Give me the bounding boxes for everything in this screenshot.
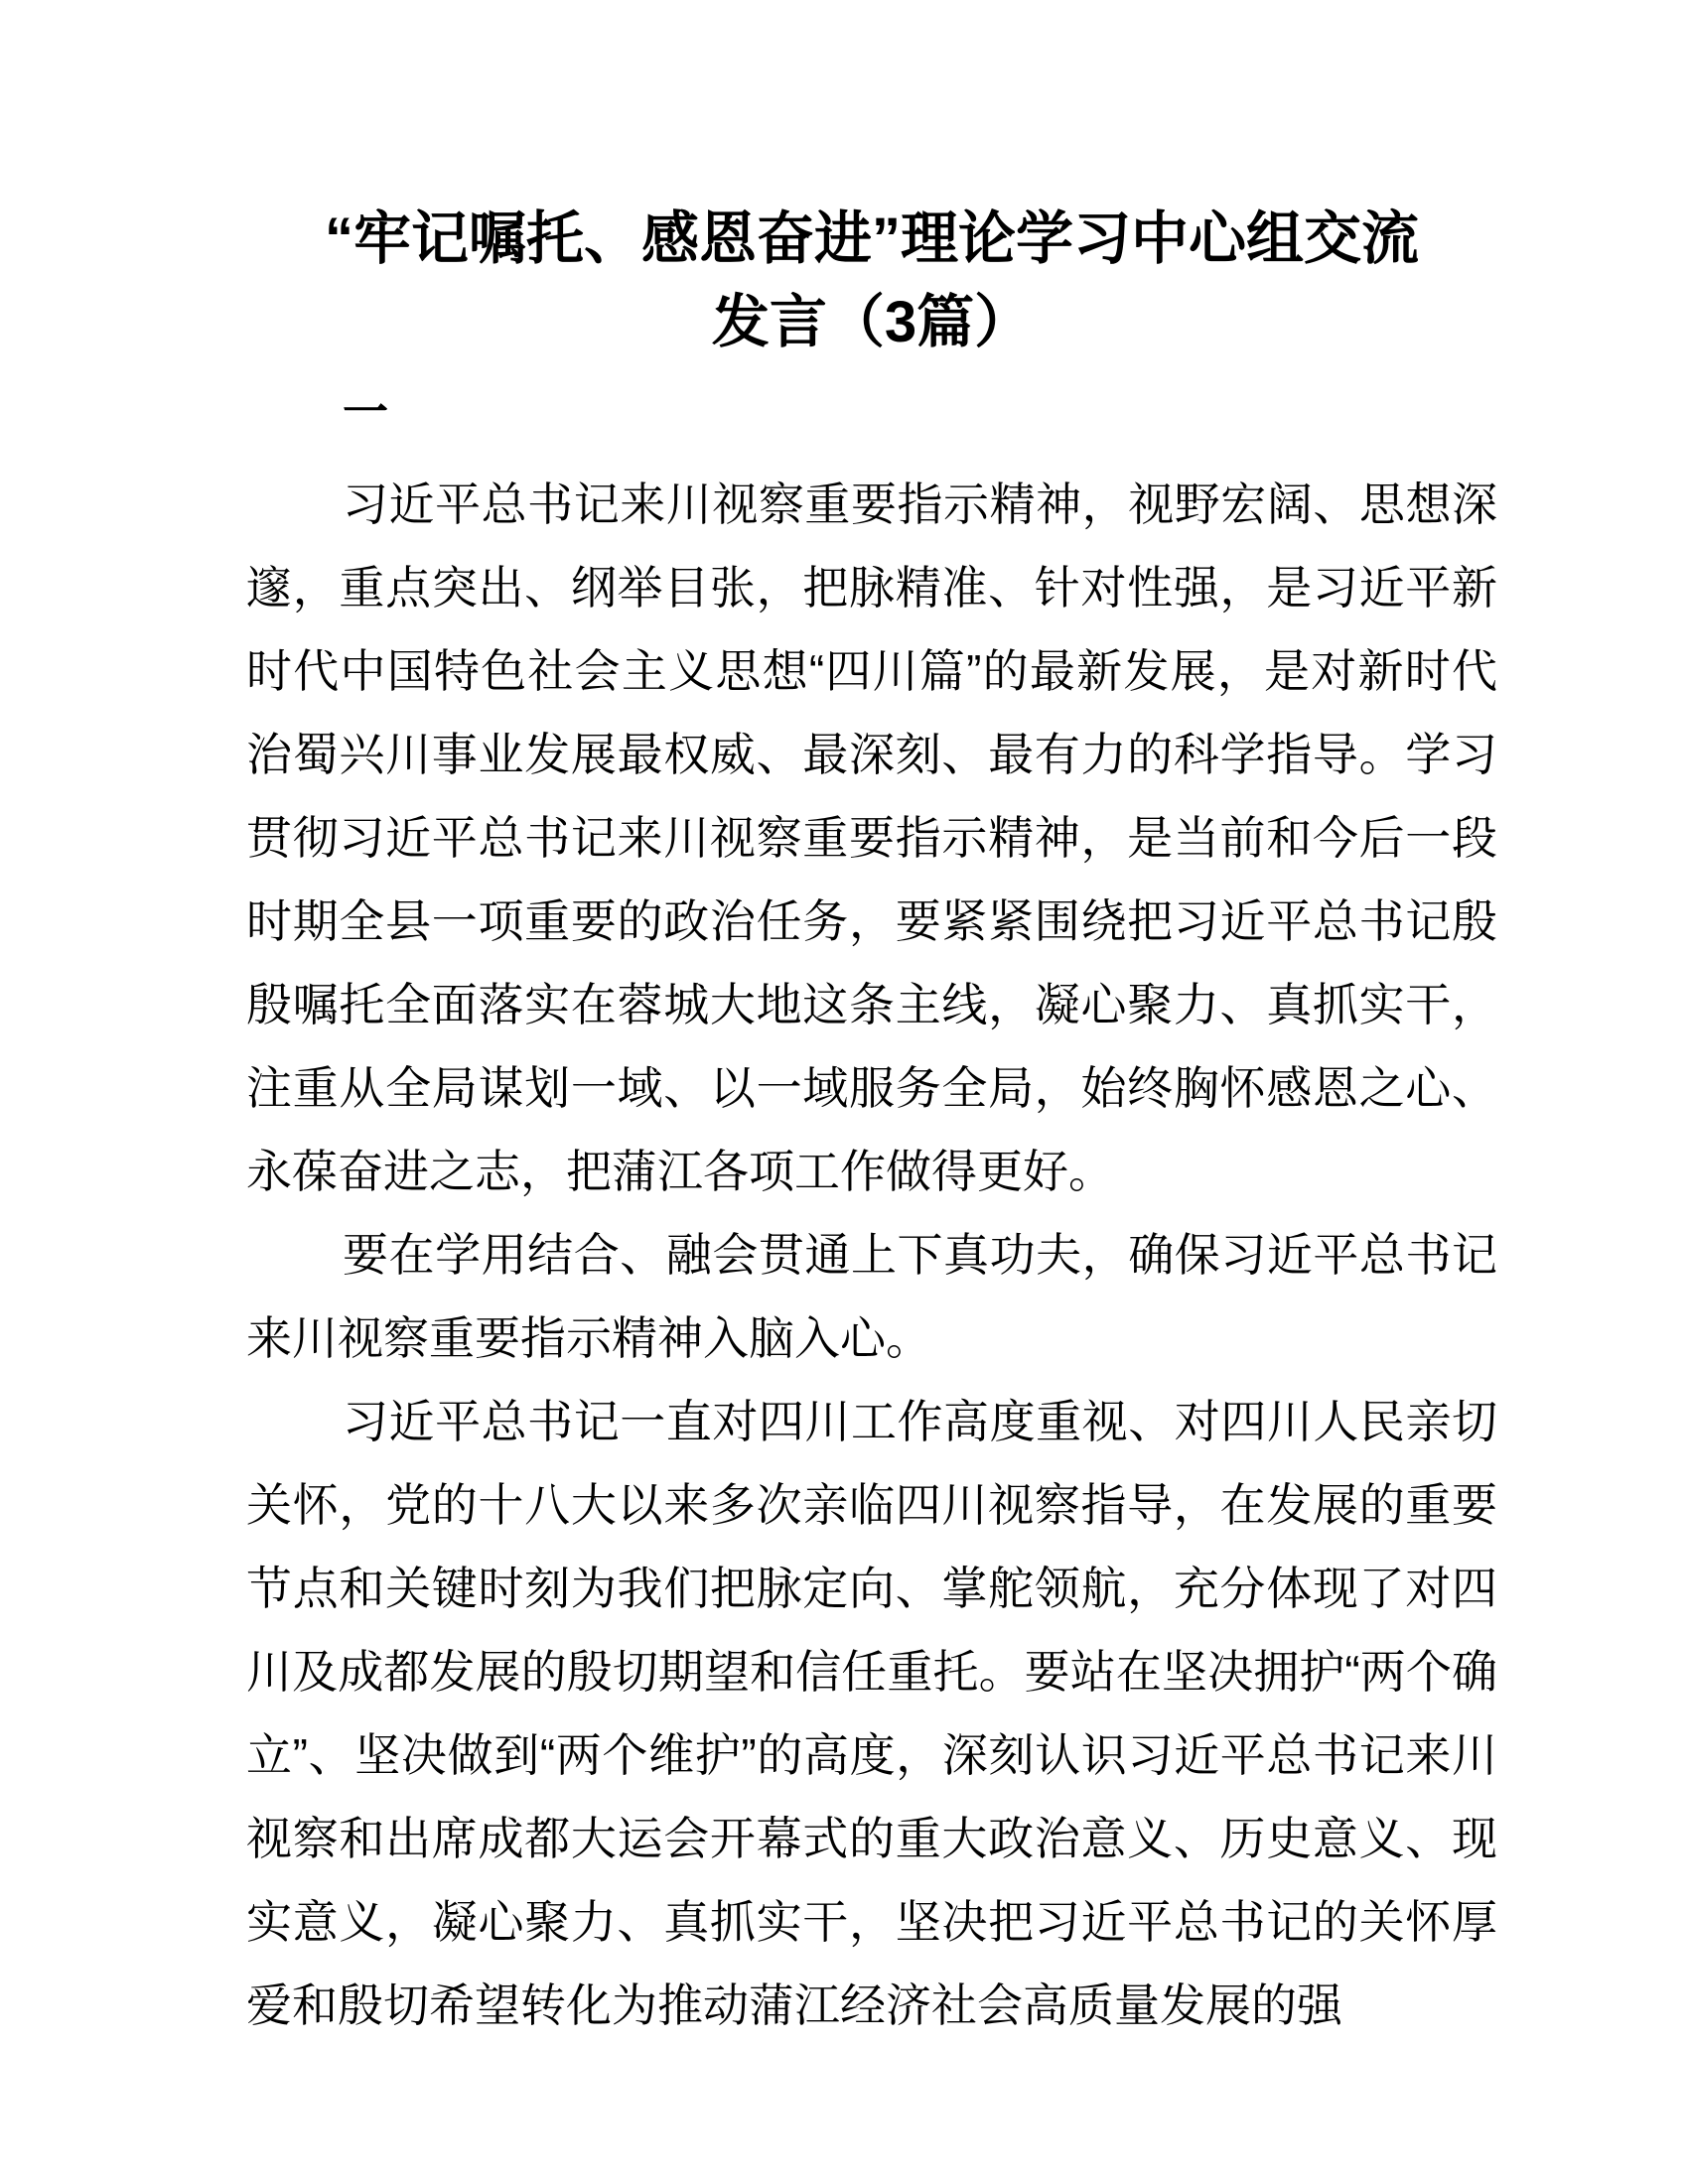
paragraph-3: 习近平总书记一直对四川工作高度重视、对四川人民亲切关怀，党的十八大以来多次亲临四川视察指导，在发展的重要节点和关键时刻为我们把脉定向、掌舵领航，充分体现了对四川及成都发展的殷切期望和信任重托。要站在坚决拥护“两个确立”、坚决做到“两个维护”的高度，深刻认识习近平总书记来川视察和出席成都大运会开幕式的重大政治意义、历史意义、现实意义，凝心聚力、真抓实干，坚决把习近平总书记的关怀厚爱和殷切希望转化为推动蒲江经济社会高质量发展的强	[246, 1396, 1497, 2031]
title-line-1: “牢记嘱托、感恩奋进”理论学习中心组交流	[324, 206, 1419, 271]
document-title	[246, 198, 1497, 364]
section-marker: 一	[343, 386, 388, 438]
paragraph-2: 要在学用结合、融会贯通上下真功夫，确保习近平总书记来川视察重要指示精神入脑入心。	[246, 1229, 1497, 1364]
title-line-2: 发言（3篇）	[711, 290, 1033, 354]
paragraph-1: 习近平总书记来川视察重要指示精神，视野宏阔、思想深邃，重点突出、纲举目张，把脉精准、针对性强，是习近平新时代中国特色社会主义思想“四川篇”的最新发展，是对新时代治蜀兴川事业发展最权威、最深刻、最有力的科学指导。学习贯彻习近平总书记来川视察重要指示精神，是当前和今后一段时期全县一项重要的政治任务，要紧紧围绕把习近平总书记殷殷嘱托全面落实在蓉城大地这条主线，凝心聚力、真抓实干，注重从全局谋划一域、以一域服务全局，始终胸怀感恩之心、永葆奋进之志，把蒲江各项工作做得更好。	[246, 478, 1497, 1197]
